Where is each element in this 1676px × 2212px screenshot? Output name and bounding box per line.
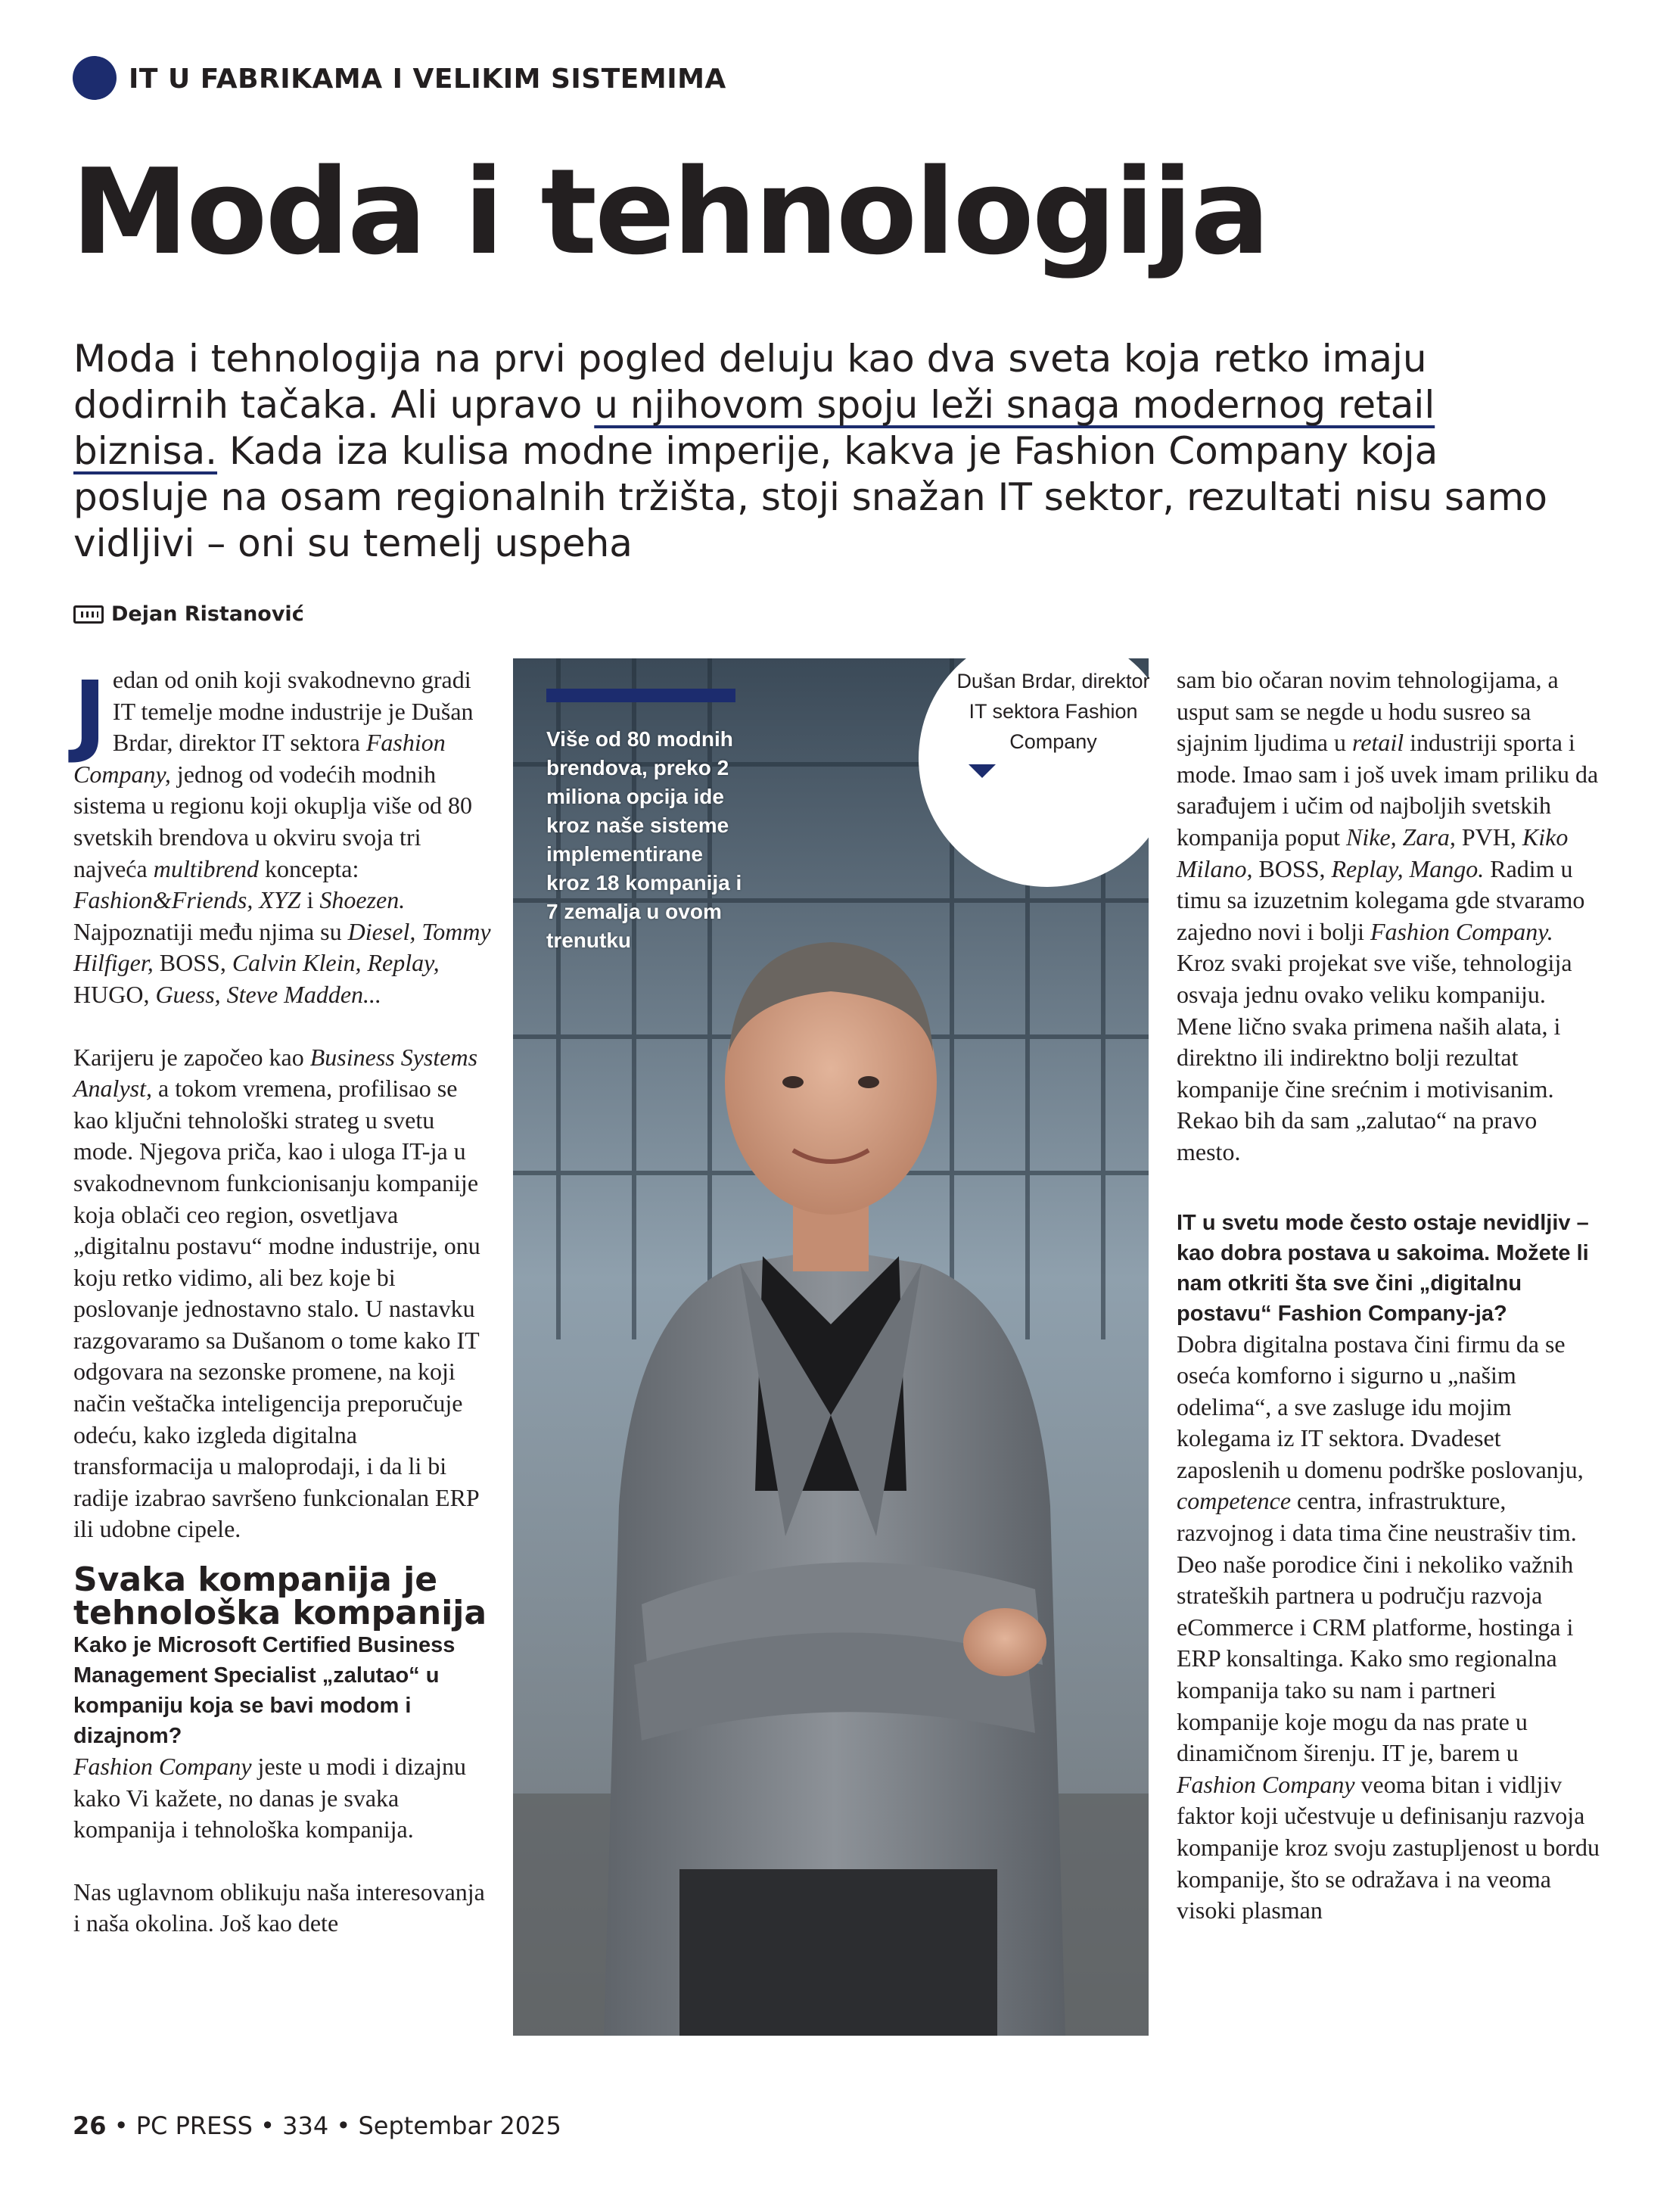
section-subheading: Svaka kompanija je tehnološka kompanija: [73, 1560, 487, 1633]
column-left: [73, 661, 497, 1940]
answer-paragraph: [73, 1751, 497, 1846]
text-span: industriji sporta i mode. Imao sam i još uvek imam priliku da sarađujem i učim od najboljih svetskih kompanija poput: [1177, 729, 1599, 851]
text-span: veoma bitan i vidljiv faktor koji učestvuje u definisanju razvoja kompanije kroz svoju zastupljenost u bordu kompanije, što se odražava i na veoma visoki plasman: [1177, 1770, 1600, 1924]
lead-text-1: Moda i tehnologija na prvi pogled deluju kao dva sveta koja retko imaju dodirnih tačaka. Ali upravo: [73, 337, 1427, 427]
text-span: PVH,: [1461, 823, 1516, 851]
author-name: Dejan Ristanović: [111, 602, 304, 626]
text-italic: Fashion Company,: [73, 729, 446, 788]
text-span: jeste u modi i dizajnu kako Vi kažete, no danas je svaka kompanija i tehnološka kompanija.: [73, 1753, 467, 1843]
answer-paragraph-2: Nas uglavnom oblikuju naša interesovanja i naša okolina. Još kao dete: [73, 1878, 485, 1937]
career-paragraph: [73, 1042, 497, 1546]
pullquote: Više od 80 modnih brendova, preko 2 miliona opcija ide kroz naše sisteme implementirane kroz 18 kompanija i 7 zemalja u ovom trenutku: [546, 727, 742, 952]
text-span: HUGO,: [73, 980, 150, 1008]
interview-question-2: IT u svetu mode često ostaje nevidljiv – kao dobra postava u sakoima. Možete li nam otkriti šta sve čini „digitalnu postavu“ Fashion Company-ja?: [1177, 1210, 1589, 1326]
text-span: Kroz svaki projekat sve više, tehnologija osvaja jednu ovako veliku kompaniju. Mene lično svaka primena naših alata, i direktno ili indirektno bolji rezultat kompanije čine srećnim i motivisanim. Rekao bih da sam „zalutao“ na pravo mesto.: [1177, 949, 1572, 1165]
author-byline: [73, 602, 304, 626]
article-title: Moda i tehnologija: [71, 143, 1268, 281]
text-span: Najpoznatiji među njima su: [73, 917, 342, 945]
text-italic: competence: [1177, 1487, 1292, 1515]
footer-separator: •: [113, 2111, 129, 2140]
page-number: 26: [73, 2111, 107, 2140]
text-span: sam bio očaran novim tehnologijama, a usput sam se negde u hodu susreo sa sjajnim ljudima u: [1177, 666, 1559, 757]
text-span: BOSS,: [159, 949, 226, 977]
text-italic: Diesel, Tommy Hilfiger,: [73, 917, 491, 977]
continued-paragraph: [1177, 664, 1600, 1168]
pullquote-bar: [546, 689, 735, 702]
text-italic: Kiko Milano,: [1177, 823, 1569, 882]
intro-paragraph: [73, 661, 497, 1011]
section-label: IT U FABRIKAMA I VELIKIM SISTEMIMA: [129, 64, 726, 95]
text-span: Radim u timu sa izuzetnim kolegama gde stvaramo zajedno novi i bolji: [1177, 854, 1585, 945]
answer-paragraph-3: [1177, 1329, 1600, 1927]
text-span: i: [306, 886, 314, 914]
text-span: Dobra digitalna postava čini firmu da se oseća komforno i sigurno u „našim odelima“, a sve zasluge idu mojim kolegama iz IT sektora. Dvadeset zaposlenih u domenu podrške poslovanju,: [1177, 1330, 1584, 1483]
text-span: koncepta:: [264, 854, 359, 882]
text-italic: Fashion Company.: [1370, 917, 1553, 945]
issue-date: Septembar 2025: [358, 2111, 561, 2140]
text-italic: Shoezen.: [319, 886, 406, 914]
caption-pointer-icon: [969, 764, 996, 778]
section-marker-dot: [73, 56, 117, 100]
lead-highlight: u njihovom spoju leži snaga modernog retail biznisa.: [73, 383, 1435, 473]
issue-number: 334: [282, 2111, 329, 2140]
text-italic: retail: [1351, 729, 1404, 757]
column-right: [1177, 664, 1600, 1927]
text-span: jednog od vodećih modnih sistema u regionu koji okuplja više od 80 svetskih brendova u okviru svoja tri najveća: [73, 760, 473, 882]
keyboard-icon: [73, 605, 104, 624]
text-italic: Business Systems Analyst,: [73, 1043, 478, 1103]
text-italic: Fashion&Friends, XYZ: [73, 886, 301, 914]
photo-caption: Dušan Brdar, direktor IT sektora Fashion Company: [956, 670, 1150, 753]
text-span: a tokom vremena, profilisao se kao ključni tehnološki strateg u svetu mode. Njegova priča, kao i uloga IT-ja u svakodnevnom funkcionisanju kompanije koja oblači ceo region, osvetljava „digitalnu postavu“ modne industrije, onu koju retko vidimo, ali bez koje bi poslovanje jednostavno stalo. U nastavku razgovaramo sa Dušanom o tome kako IT odgovara na sezonske promene, na koji način veštačka inteligencija preporučuje odeću, kako izgleda digitalna transformacija u maloprodaji, i da li bi radije izabrao savršeno funkcionalan ERP ili udobne cipele.: [73, 1075, 480, 1543]
text-italic: Fashion Company: [1177, 1770, 1355, 1798]
text-italic: Fashion Company: [73, 1753, 252, 1781]
article-lead: [73, 336, 1556, 567]
page-footer: [73, 2111, 561, 2140]
text-italic: Replay, Mango.: [1331, 854, 1485, 882]
text-span: Karijeru je započeo kao: [73, 1043, 304, 1071]
text-italic: Calvin Klein, Replay,: [232, 949, 440, 977]
text-span: centra, infrastrukture, razvojnog i data tima čine neustrašiv tim. Deo naše porodice čini i nekoliko važnih strateških partnera u području razvoja eCommerce i CRM platforme, hostinga i ERP konsaltinga. Kako smo regionalna kompanija tako su nam i partneri kompanije koje mogu da nas prate u dinamičnom širenju. IT je, barem u: [1177, 1487, 1577, 1767]
magazine-name: PC PRESS: [135, 2111, 253, 2140]
drop-cap: J: [73, 661, 107, 766]
text-span: BOSS,: [1258, 854, 1326, 882]
footer-separator: •: [260, 2111, 275, 2140]
text-span: edan od onih koji svakodnevno gradi IT temelje modne industrije je Dušan Brdar, direktor IT sektora: [112, 666, 474, 757]
interview-question: Kako je Microsoft Certified Business Management Specialist „zalutao“ u kompaniju koja se bavi modom i dizajnom?: [73, 1633, 456, 1749]
text-italic: multibrend: [153, 854, 259, 882]
lead-text-2: Kada iza kulisa modne imperije, kakva je Fashion Company koja posluje na osam regionalnih tržišta, stoji snažan IT sektor, rezultati nisu samo vidljivi – oni su temelj uspeha: [73, 429, 1547, 565]
text-italic: Guess, Steve Madden...: [155, 980, 382, 1008]
text-italic: Nike, Zara,: [1345, 823, 1456, 851]
footer-separator: •: [336, 2111, 351, 2140]
